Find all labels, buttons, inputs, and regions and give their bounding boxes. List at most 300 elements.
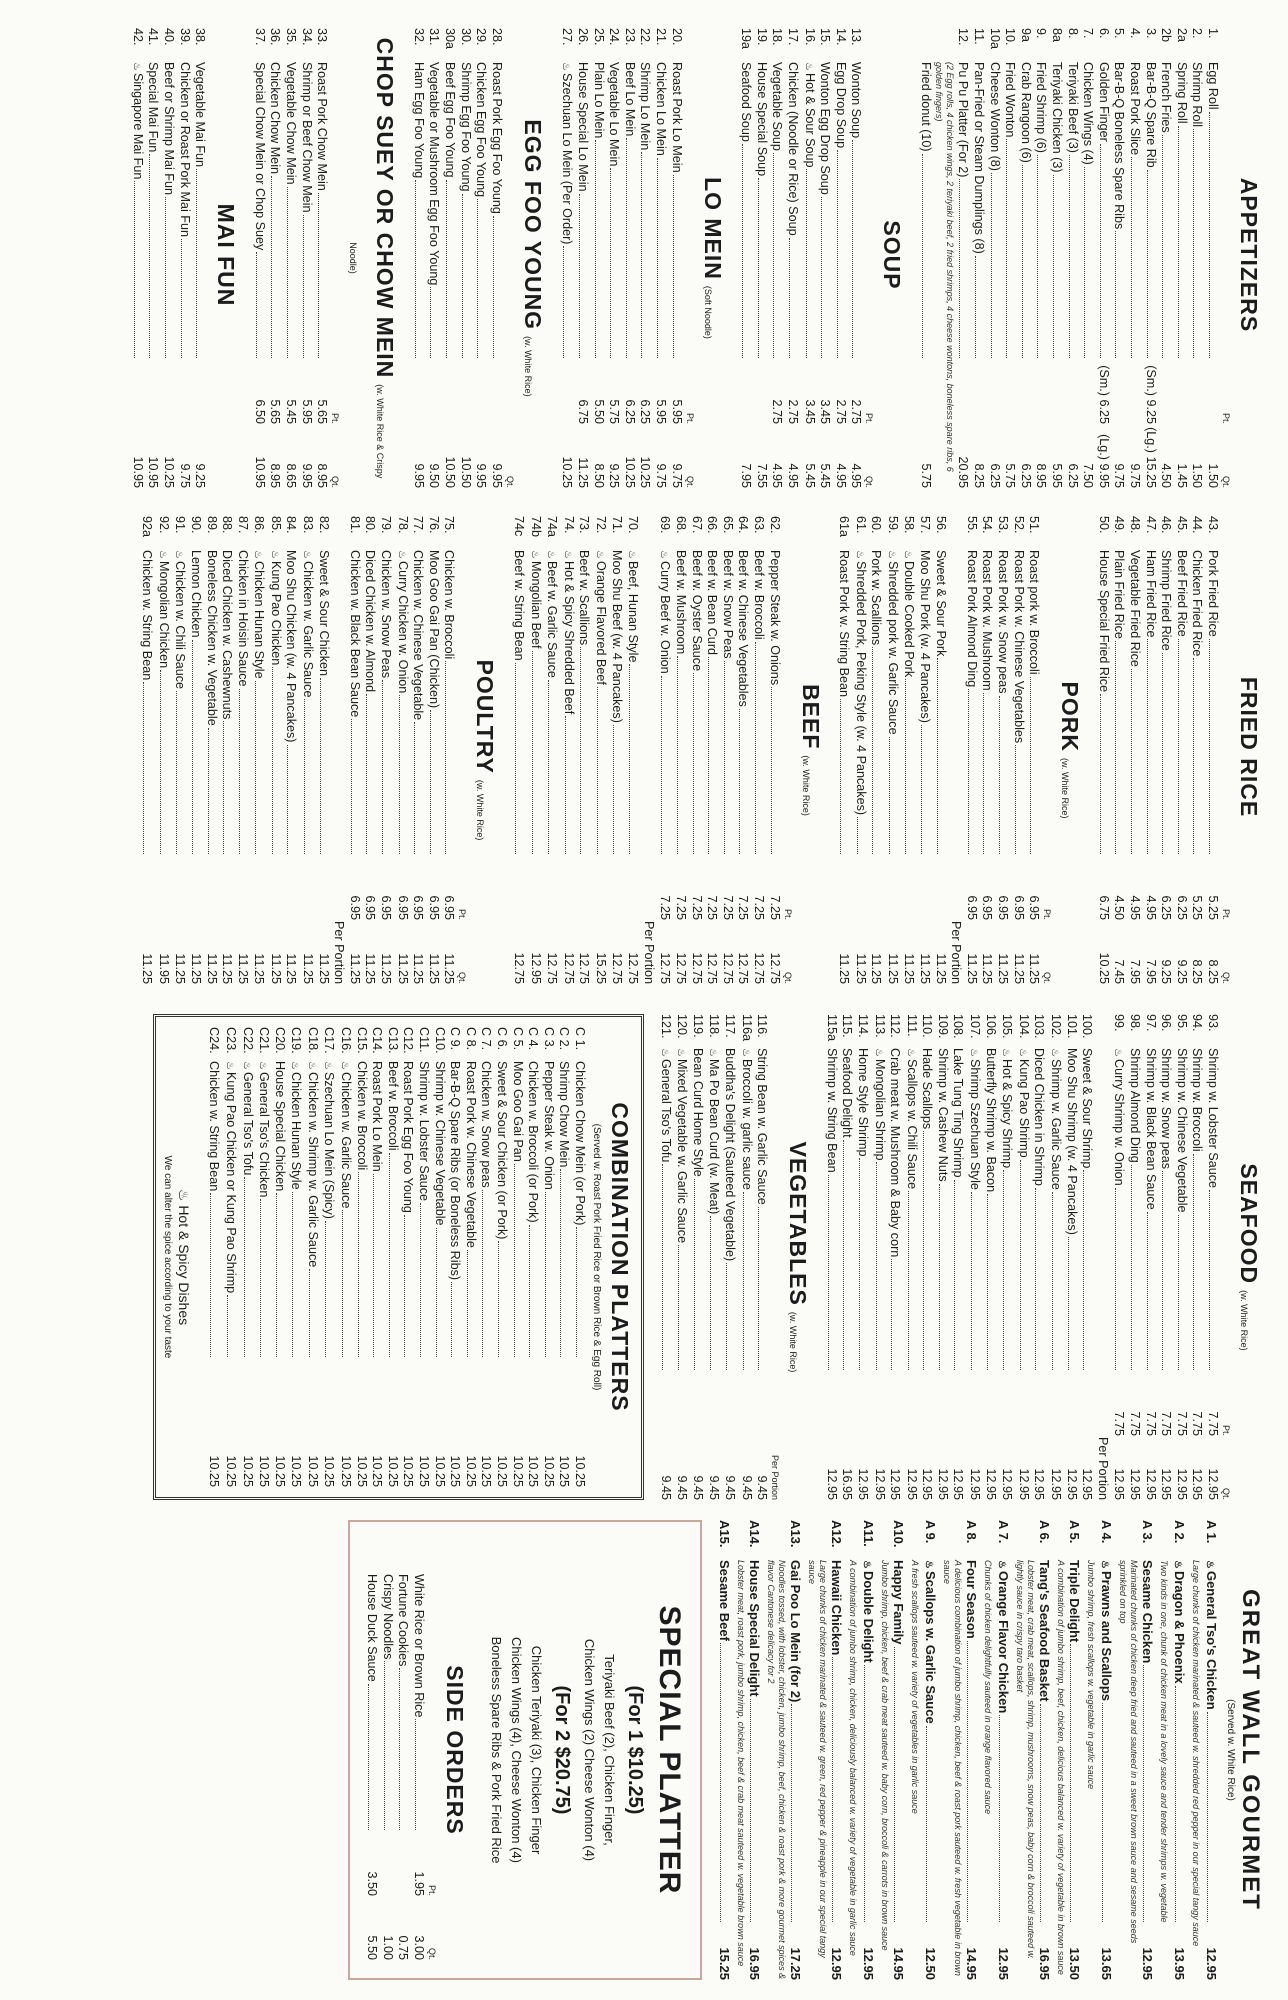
- quart-header: Qt.: [504, 475, 515, 488]
- dot-leader: [165, 197, 166, 358]
- item-name: Vegetable or Mushroom Egg Foo Young: [427, 62, 442, 286]
- menu-item-row: [1189, 1014, 1205, 1500]
- price-quart: 9.25: [1174, 959, 1189, 984]
- menu-column-3: [14, 1014, 1264, 1500]
- special-for-2-line: Chicken Wings (4), Cheese Wonton (4): [509, 1637, 524, 1863]
- menu-item-row: [1158, 1014, 1174, 1500]
- dot-leader: [968, 689, 969, 854]
- item-name: Beef w. Mushroom: [673, 550, 688, 655]
- price-quart: 10.25: [354, 1455, 369, 1487]
- menu-section: [917, 28, 1262, 488]
- menu-item-row: [1048, 28, 1064, 488]
- menu-section: [656, 1014, 811, 1500]
- price-quart: 4.95: [785, 463, 800, 488]
- menu-item-row: [1017, 28, 1033, 488]
- price-quart: 8.95: [315, 463, 330, 488]
- menu-item-row: [266, 516, 283, 984]
- item-number: C 1.: [573, 1027, 587, 1051]
- dot-leader: [876, 1162, 877, 1370]
- dot-leader: [532, 651, 533, 855]
- item-number: 37.: [252, 28, 267, 46]
- dot-leader: [514, 1164, 515, 1357]
- item-name: Bar-B-Q Spare Rib: [1143, 62, 1158, 168]
- item-name: Shrimp w. String Bean: [824, 1048, 839, 1173]
- menu-item-row: [558, 28, 575, 488]
- item-number: 121.: [658, 1014, 673, 1039]
- item-number: 18.: [770, 28, 785, 46]
- price-quart: 9.95: [411, 463, 426, 488]
- menu-item-row: [1002, 28, 1018, 488]
- dot-leader: [926, 1726, 927, 1922]
- hot-spicy-legend: [162, 1027, 192, 1487]
- menu-item-row: [737, 1014, 754, 1500]
- price-quart: 9.45: [707, 1475, 722, 1500]
- price-quart: 7.50: [1081, 463, 1096, 488]
- menu-item-row: [303, 1027, 320, 1487]
- item-name: Szechuan Lo Mein (Per Order): [560, 72, 575, 245]
- price-quart: 10.95: [130, 456, 145, 488]
- dot-leader: [661, 676, 662, 854]
- dot-leader: [889, 737, 890, 854]
- menu-item-row: [883, 516, 900, 984]
- price-quart: (Lg.) 15.25: [1143, 427, 1158, 488]
- item-number: 10a: [987, 28, 1002, 50]
- price-pint: 6.50: [252, 399, 267, 424]
- item-name: Shrimp w. Cashew Nuts: [935, 1048, 950, 1182]
- item-price: 13.95: [1172, 1947, 1187, 1980]
- item-number: A 1.: [1204, 1520, 1219, 1544]
- menu-item-row: [735, 516, 751, 984]
- dot-leader: [975, 256, 976, 358]
- item-name: Beef Fried Rice: [1174, 550, 1189, 637]
- chili-pepper-icon: ♨: [173, 550, 185, 559]
- dot-leader: [143, 682, 144, 854]
- price-quart: 12.75: [609, 952, 624, 984]
- price-header: [864, 28, 874, 488]
- item-number: 113.: [872, 1014, 887, 1038]
- menu-item-row: [1110, 1014, 1127, 1500]
- menu-item-row: [410, 1540, 426, 1960]
- item-name: Moo Shu Shrimp (w. 4 Pancakes): [1064, 1048, 1079, 1235]
- item-number: 80.: [363, 516, 378, 534]
- item-number: 73.: [577, 516, 592, 534]
- dot-leader: [708, 657, 709, 854]
- menu-item-row: [493, 1027, 509, 1487]
- item-number: 30a: [443, 28, 458, 50]
- special-for-2: (For 2 $20.75): [551, 1685, 573, 1815]
- menu-item-row: [161, 28, 177, 488]
- item-number: 67.: [689, 516, 704, 534]
- item-name: Kung Pao Shrimp: [1016, 1058, 1031, 1158]
- menu-item-row: [441, 516, 457, 984]
- chili-pepper-icon: ♨: [658, 1048, 670, 1057]
- menu-item-row: [400, 1027, 416, 1487]
- quart-header: Per Portion: [770, 1454, 781, 1500]
- item-name: Shrimp Szechuan Style: [968, 1058, 983, 1190]
- item-description: (2 Egg rolls, 4 chicken wings, 2 teriyaki beef, 2 fried shrimps, 4 cheese wontons, boneless spare ribs, 6 golden fingers): [933, 62, 955, 472]
- item-name: Pepper Steak w. Onions: [767, 550, 782, 686]
- menu-item-row: [1111, 516, 1127, 984]
- section-title: [1235, 28, 1262, 488]
- item-number: 101.: [1064, 1014, 1079, 1039]
- item-name: Buddha's Delight (Sauteed Vegetable): [722, 1048, 737, 1262]
- price-quart: 11.25: [316, 953, 331, 984]
- menu-section: [510, 516, 823, 984]
- dot-leader: [415, 180, 416, 358]
- item-name: Szechuan Lo Mein (Spicy): [322, 1071, 337, 1219]
- item-number: C20.: [272, 1027, 287, 1054]
- price-quart: 5.50: [365, 1935, 380, 1960]
- price-quart: 11.25: [980, 953, 995, 984]
- item-name: Chicken (Noodle or Rice) Soup: [785, 62, 800, 236]
- menu-item-row: [656, 516, 673, 984]
- item-number: C21.: [257, 1027, 272, 1054]
- dot-leader: [256, 252, 257, 358]
- item-name: Moo Shu Pork (w. 4 Pancakes): [918, 550, 933, 723]
- dot-leader: [399, 695, 400, 854]
- price-pint: 6.75: [576, 399, 590, 424]
- item-name: Plain Lo Mein: [591, 62, 606, 139]
- dot-leader: [1162, 653, 1163, 854]
- item-name: Chicken w. Shrimp w. Garlic Sauce: [305, 1071, 320, 1268]
- item-name: Egg Drop Soup: [833, 62, 848, 149]
- item-number: 36.: [268, 28, 283, 46]
- menu-item-row: [187, 516, 203, 984]
- item-name: Broccoli w. garlic sauce: [739, 1058, 754, 1190]
- price-header: [783, 516, 793, 984]
- dot-leader: [641, 152, 642, 358]
- price-quart: 12.95: [904, 1468, 919, 1500]
- item-number: C23.: [223, 1027, 238, 1054]
- price-quart: 12.75: [720, 952, 735, 984]
- item-number: 77.: [411, 516, 426, 534]
- item-number: 52.: [1011, 516, 1026, 534]
- dot-leader: [1030, 677, 1031, 854]
- item-number: 74c: [512, 516, 527, 537]
- dot-leader: [742, 144, 743, 358]
- menu-item-row: [1033, 28, 1049, 488]
- dot-leader: [1193, 129, 1194, 358]
- chili-pepper-icon: ♨: [658, 550, 670, 559]
- menu-item-row: [384, 1027, 400, 1487]
- legend-label: Hot & Spicy Dishes: [175, 1205, 192, 1326]
- dot-leader: [271, 176, 272, 358]
- item-name: Shredded Pork, Peking Style (w. 4 Pancakes): [853, 560, 868, 816]
- price-quart: 4.95: [833, 463, 848, 488]
- dot-leader: [1147, 1212, 1148, 1370]
- menu-item-row: [287, 1027, 304, 1487]
- menu-item-row: [1204, 516, 1220, 984]
- item-number: 72.: [594, 516, 608, 534]
- dot-leader: [134, 181, 135, 358]
- dot-leader: [894, 1647, 895, 1922]
- chili-pepper-icon: ♨: [257, 1061, 269, 1070]
- dot-leader: [872, 647, 873, 854]
- menu-item-row: [206, 1027, 222, 1487]
- dot-leader: [373, 1174, 374, 1357]
- price-pint: 3.45: [818, 399, 833, 424]
- item-number: 8a: [1050, 28, 1065, 43]
- price-quart: 9.95: [474, 463, 489, 488]
- menu-item-row: [1173, 28, 1189, 488]
- item-number: C12.: [401, 1027, 416, 1054]
- item-number: 8.: [1065, 28, 1080, 39]
- item-number: 12.: [956, 28, 971, 46]
- dot-leader: [595, 140, 596, 358]
- section-title: [1235, 516, 1262, 984]
- dot-leader: [1115, 1188, 1116, 1370]
- price-pint: 5.25: [1190, 895, 1205, 920]
- price-quart: 11.25: [869, 953, 884, 984]
- item-name: Chicken w. String Bean: [207, 1061, 222, 1192]
- item-name: House Special Lo Mein: [576, 62, 590, 192]
- dot-leader: [828, 1175, 829, 1370]
- dot-leader: [477, 199, 478, 358]
- item-description: Large chunks of chicken marinated & sauteed w. shredded red pepper in our special tangy sauce: [1191, 1560, 1201, 1947]
- item-number: 96.: [1159, 1014, 1174, 1032]
- item-number: 111.: [904, 1014, 919, 1037]
- dot-leader: [626, 138, 627, 358]
- item-number: 24.: [607, 28, 622, 46]
- price-pint: 7.25: [720, 895, 735, 920]
- menu-item-row: [652, 28, 668, 488]
- dot-leader: [955, 1180, 956, 1370]
- dot-leader: [1102, 1703, 1103, 1922]
- item-name: Chicken w. Broccoli: [354, 1061, 369, 1171]
- item-number: 87.: [235, 516, 250, 534]
- item-number: 22.: [638, 28, 653, 46]
- price-quart: 1.50: [1190, 463, 1205, 488]
- price-quart: 12.75: [545, 952, 560, 984]
- menu-column-4: [14, 1520, 1264, 1980]
- chili-pepper-icon: ♨: [968, 1048, 980, 1057]
- price-quart: 11.25: [347, 953, 362, 984]
- dot-leader: [1070, 1644, 1071, 1922]
- price-pint: 6.95: [395, 895, 410, 920]
- item-price: 16.95: [1037, 1947, 1052, 1980]
- section-title-text: BEEF: [797, 684, 824, 750]
- price-quart: 10.25: [370, 1455, 385, 1487]
- dot-leader: [529, 1225, 530, 1357]
- price-quart: 12.95: [872, 1468, 887, 1500]
- chili-pepper-icon: ♨: [339, 1061, 351, 1070]
- menu-item-row: [689, 1014, 705, 1500]
- item-number: 57.: [918, 516, 933, 534]
- menu-item-row: [902, 1014, 919, 1500]
- menu-item-row: [1111, 28, 1127, 488]
- item-number: C 9.: [448, 1027, 463, 1051]
- menu-item-row: [1204, 28, 1220, 488]
- dot-leader: [382, 680, 383, 854]
- menu-item-row: [836, 516, 852, 984]
- item-name: Plain Fried Rice: [1112, 550, 1127, 639]
- price-header: [330, 28, 340, 488]
- menu-item-row: [1204, 1014, 1220, 1500]
- dot-leader: [1068, 1237, 1069, 1370]
- dot-leader: [999, 1715, 1000, 1922]
- menu-item-row: [1173, 1014, 1189, 1500]
- item-name: Roast Pork w. Chinese Vegetable: [463, 1061, 478, 1248]
- item-name: Shrimp w. Lobster Sauce: [417, 1061, 432, 1202]
- item-description: A combination of jumbo shrimp, chicken, deliciously balanced w. variety of vegetable in garlic sauce: [848, 1560, 858, 1956]
- price-quart: 4.50: [1159, 463, 1174, 488]
- item-number: 19.: [754, 28, 769, 46]
- menu-item-row: [1064, 28, 1080, 488]
- dot-leader: [791, 1704, 792, 1922]
- price-quart: 11.25: [252, 953, 267, 984]
- item-number: A12.: [829, 1520, 844, 1548]
- item-name: House Special Delight: [747, 1560, 762, 1697]
- price-quart: 1.45: [1174, 463, 1189, 488]
- item-number: 92a: [140, 516, 155, 538]
- dot-leader: [908, 1191, 909, 1370]
- item-description: Large chunks of chicken marinated & sauteed w. green, red pepper & pineapple in our special tangy sauce: [807, 1560, 828, 1958]
- gourmet-item-row: [890, 1520, 906, 1980]
- item-name: Shrimp Almond Ding: [1128, 1048, 1143, 1163]
- price-quart: 8.25: [1190, 959, 1205, 984]
- item-number: 119.: [690, 1014, 705, 1038]
- dot-leader: [565, 716, 566, 854]
- dot-leader: [1040, 1704, 1041, 1922]
- price-quart: 12.95: [920, 1468, 935, 1500]
- dot-leader: [755, 642, 756, 854]
- menu-item-row: [1142, 28, 1158, 488]
- price-quart: 10.25: [272, 1455, 287, 1487]
- dot-leader: [1143, 1665, 1144, 1922]
- section-title: [878, 28, 905, 488]
- chili-pepper-icon: ♨: [545, 550, 557, 559]
- menu-item-row: [379, 1540, 395, 1960]
- dot-leader: [389, 1153, 390, 1357]
- menu-item-row: [994, 516, 1010, 984]
- item-number: 15.: [818, 28, 833, 46]
- menu-item-row: [426, 28, 442, 488]
- price-quart: 5.95: [1050, 463, 1065, 488]
- price-quart: 12.95: [983, 1468, 998, 1500]
- menu-section: [738, 28, 906, 488]
- item-number: 41.: [146, 28, 161, 46]
- gourmet-item-row: [993, 1520, 1011, 1980]
- item-number: C18.: [305, 1027, 320, 1054]
- dot-leader: [1052, 1192, 1053, 1370]
- menu-item-row: [540, 1027, 556, 1487]
- menu-item-row: [415, 1027, 431, 1487]
- dot-leader: [1006, 139, 1007, 358]
- price-pint: 7.25: [751, 895, 766, 920]
- chili-pepper-icon: ♨: [872, 1048, 884, 1057]
- chili-pepper-icon: ♨: [1112, 1048, 1124, 1057]
- menu-item-row: [917, 516, 933, 984]
- item-price: 12.95: [1204, 1947, 1219, 1980]
- price-pint: 7.25: [689, 895, 704, 920]
- menu-item-row: [750, 516, 766, 984]
- item-number: 53.: [996, 516, 1011, 534]
- price-quart: 11.25: [173, 953, 188, 984]
- item-name: Fried Wonton: [1003, 62, 1018, 138]
- item-description: A combination of jumbo shrimp, beef, chicken, delicious balanced w. variety of vegetable in brown sauce: [1056, 1560, 1066, 1975]
- price-quart: 16.95: [840, 1468, 855, 1500]
- item-number: 2a: [1174, 28, 1189, 43]
- price-pint: 2.75: [770, 399, 785, 424]
- item-number: 115.: [840, 1014, 855, 1038]
- item-description: A delicious combination of jumbo shrimp, chicken, beef & roast pork sauteed w. fresh vegetable in brown sauce: [942, 1560, 963, 1976]
- dot-leader: [852, 140, 853, 358]
- price-quart: 11.25: [576, 457, 590, 488]
- price-quart: 11.25: [918, 953, 933, 984]
- pint-header: Pt.: [457, 908, 468, 920]
- gourmet-item-row: [716, 1520, 732, 1980]
- dot-leader: [597, 687, 598, 854]
- chili-pepper-icon: ♨: [1099, 1560, 1110, 1569]
- price-quart: 11.25: [363, 953, 378, 984]
- item-number: 107.: [968, 1014, 983, 1039]
- item-name: Beef w. Bean Curd: [705, 550, 720, 656]
- item-name: Wonton Egg Drop Soup: [818, 62, 833, 195]
- item-number: 83.: [301, 516, 316, 534]
- price-pint: 4.95: [1128, 895, 1143, 920]
- menu-item-row: [1189, 516, 1205, 984]
- item-name: Beef Lo Mein: [622, 62, 637, 137]
- item-number: 92.: [156, 516, 171, 534]
- section-title: [471, 516, 498, 984]
- item-name: Chicken w. Black Bean Sauce: [347, 550, 362, 718]
- item-name: House Special Chicken: [272, 1061, 287, 1192]
- price-quart: 12.95: [1112, 1468, 1127, 1500]
- dot-leader: [1131, 157, 1132, 358]
- item-number: 91.: [173, 516, 188, 534]
- price-pint: 7.75: [1112, 1411, 1127, 1436]
- price-quart: 10.25: [560, 456, 575, 488]
- special-platter-title: SPECIAL PLATTER: [653, 1605, 686, 1895]
- item-name: Double Cooked Pork: [902, 560, 917, 678]
- menu-item-row: [1189, 28, 1205, 488]
- item-number: 54.: [980, 516, 995, 534]
- price-pint: 6.75: [1096, 895, 1111, 920]
- item-name: Roast Pork w. Chinese Vegetables: [1011, 550, 1026, 744]
- item-number: C 4.: [526, 1027, 541, 1051]
- item-name: Golden Finger: [1096, 62, 1111, 142]
- menu-item-row: [457, 28, 473, 488]
- item-number: 20.: [669, 28, 684, 46]
- price-quart: 1.00: [380, 1935, 395, 1960]
- item-name: Roast Pork Egg Foo Young: [401, 1061, 416, 1213]
- pint-header: Pt.: [1042, 908, 1053, 920]
- item-name: Curry Chicken w. Onion: [395, 560, 410, 694]
- price-quart: 1.50: [1206, 463, 1220, 488]
- dot-leader: [1178, 1215, 1179, 1370]
- price-quart: 9.75: [1112, 463, 1127, 488]
- item-name: Chicken Hunan Style: [252, 560, 267, 679]
- item-number: 23.: [622, 28, 637, 46]
- item-price: 12.50: [923, 1947, 938, 1980]
- menu-item-row: [705, 1014, 722, 1500]
- price-quart: 9.45: [755, 1475, 770, 1500]
- menu-item-row: [917, 28, 933, 488]
- item-number: A 5.: [1067, 1520, 1082, 1544]
- price-quart: 11.25: [885, 953, 900, 984]
- menu-item-row: [219, 516, 235, 984]
- menu-item-row: [1158, 516, 1174, 984]
- menu-item-row: [870, 1014, 887, 1500]
- price-quart: 12.95: [528, 952, 543, 984]
- item-name: Roast Pork w. String Bean: [837, 550, 852, 697]
- item-name: Chicken w. Snow peas: [479, 1061, 494, 1188]
- item-name: Vegetable Chow Mein: [284, 62, 299, 185]
- price-quart: 12.95: [1000, 1468, 1015, 1500]
- dot-leader: [384, 1661, 385, 1830]
- menu-section: [558, 28, 726, 488]
- combination-platters-box: [153, 1014, 644, 1500]
